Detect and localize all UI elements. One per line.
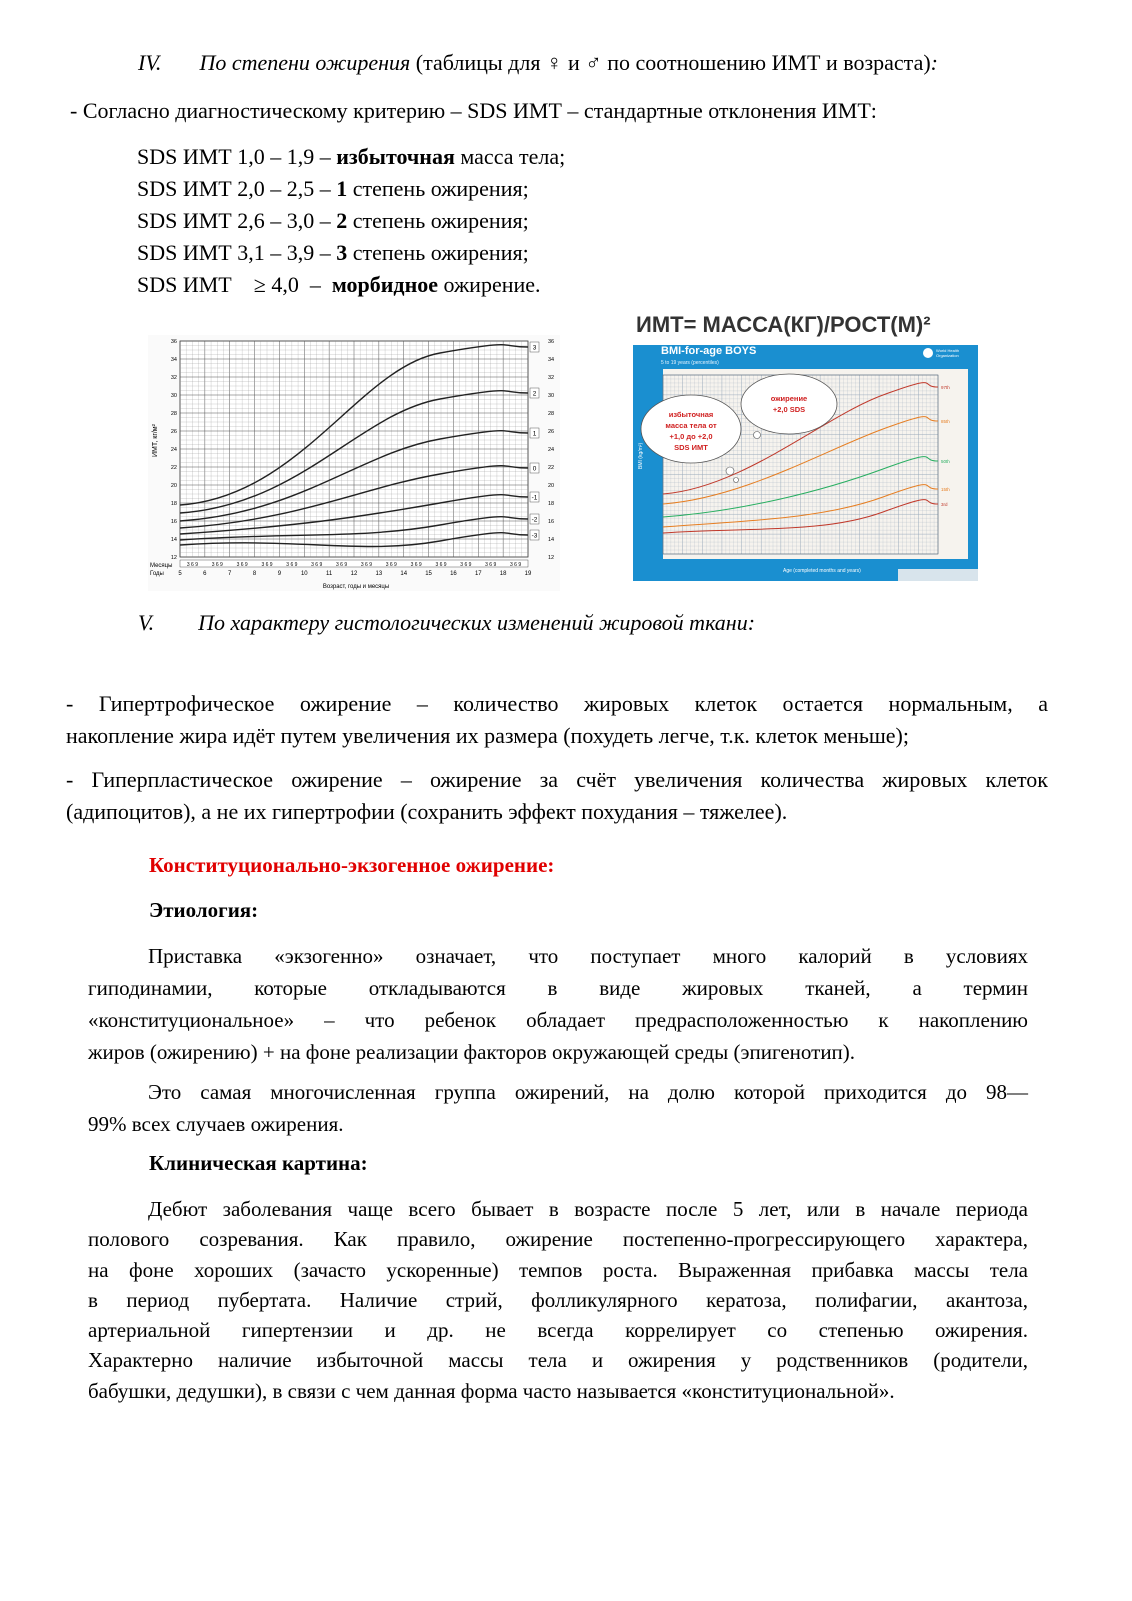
left-ytick: 32	[170, 375, 177, 381]
clinical-line: Характерно наличие избыточной массы тела и ожирения у родственников (родители,	[88, 1348, 1028, 1373]
sds-label: -3	[531, 532, 538, 540]
clinical-line: Дебют заболевания чаще всего бывает в возрасте после 5 лет, или в начале периода	[148, 1197, 1028, 1221]
section-iv-heading	[138, 50, 1098, 76]
left-month-ticks: 3 6 9	[236, 562, 248, 568]
etiology-heading: Этиология:	[149, 898, 259, 922]
left-month-ticks: 3 6 9	[485, 562, 497, 568]
left-ytick: 28	[170, 411, 177, 417]
percentile-label: 50th	[941, 459, 950, 464]
left-year-tick: 10	[300, 571, 308, 577]
who-corner-box	[898, 569, 978, 581]
clinical-line: бабушки, дедушки), в связи с чем данная форма часто называется «конституциональной».	[88, 1378, 895, 1403]
left-month-ticks: 3 6 9	[435, 562, 447, 568]
left-ytick: 22	[170, 465, 177, 471]
percentile-label: 15th	[941, 487, 950, 492]
bubble-left-line: SDS ИМТ	[674, 443, 708, 452]
group-paragraph	[88, 1076, 1028, 1140]
left-chart-months-label: Месяцы	[150, 563, 173, 569]
clinical-line: артериальной гипертензии и др. не всегда коррелирует со степенью ожирения.	[88, 1318, 1028, 1343]
left-ytick-right: 24	[548, 447, 555, 453]
who-logo-icon	[923, 348, 933, 358]
left-year-tick: 8	[252, 571, 257, 577]
sds-label: 0	[532, 465, 537, 473]
left-year-tick: 16	[450, 571, 457, 577]
group-line: 99% всех случаев ожирения.	[88, 1112, 344, 1136]
sds-label: -1	[531, 494, 538, 502]
who-chart-subtitle: 5 to 19 years (percentiles)	[661, 360, 719, 366]
sds-label: -2	[531, 516, 538, 524]
group-line: Это самая многочисленная группа ожирений, на долю которой приходится до 98—	[148, 1080, 1028, 1104]
left-year-tick: 9	[277, 571, 282, 577]
hyperplastic-paragraph	[66, 764, 1048, 828]
left-ytick: 34	[170, 357, 177, 363]
left-ytick-right: 36	[548, 339, 555, 345]
sds-growth-chart	[148, 335, 560, 591]
percentile-label: 3rd	[941, 502, 948, 507]
sds-item: SDS ИМТ 3,1 – 3,9 – 3 степень ожирения;	[137, 240, 529, 265]
left-month-ticks: 3 6 9	[261, 562, 273, 568]
who-logo-text: World Health Organization	[936, 348, 960, 358]
left-ytick: 18	[170, 501, 177, 507]
left-ytick-right: 28	[548, 411, 555, 417]
constitutional-heading: Конституционально-экзогенное ожирение:	[149, 853, 555, 877]
etiology-paragraph	[88, 940, 1028, 1068]
left-year-tick: 12	[350, 571, 358, 577]
left-chart-xlabel: Возраст, годы и месяцы	[322, 584, 390, 590]
who-bmi-chart	[633, 345, 978, 581]
left-ytick: 14	[170, 537, 177, 543]
left-month-ticks: 3 6 9	[286, 562, 298, 568]
section-v-heading	[138, 610, 1038, 636]
hypertrophic-line: - Гипертрофическое ожирение – количество жировых клеток остается нормальным, а	[66, 691, 1048, 716]
left-year-tick: 5	[178, 571, 182, 577]
left-ytick-right: 16	[548, 519, 555, 525]
left-month-ticks: 3 6 9	[186, 562, 198, 568]
who-xlabel: Age (completed months and years)	[783, 568, 861, 574]
section-iv-number: IV.	[138, 50, 162, 75]
bubble-right-line: +2,0 SDS	[772, 405, 806, 414]
who-ylabel: BMI (kg/m²)	[638, 442, 644, 469]
sds-label: 1	[532, 430, 537, 438]
left-month-ticks: 3 6 9	[336, 562, 348, 568]
left-year-tick: 7	[228, 571, 232, 577]
bubble-left-line: масса тела от	[665, 421, 717, 430]
left-year-tick: 6	[203, 571, 207, 577]
clinical-line: в период пубертата. Наличие стрий, фолликулярного кератоза, полифагии, акантоза,	[88, 1287, 1028, 1312]
left-ytick: 20	[170, 483, 177, 489]
left-year-tick: 13	[375, 571, 383, 577]
left-ytick-right: 14	[548, 537, 555, 543]
left-ytick-right: 34	[548, 357, 555, 363]
bubble-left-line: +1,0 до +2,0	[669, 432, 713, 441]
left-month-ticks: 3 6 9	[460, 562, 472, 568]
left-year-tick: 19	[524, 571, 532, 577]
percentile-label: 97th	[941, 385, 950, 390]
left-ytick-right: 18	[548, 501, 555, 507]
left-ytick-right: 30	[548, 393, 555, 399]
left-month-ticks: 3 6 9	[510, 562, 522, 568]
left-month-ticks: 3 6 9	[311, 562, 323, 568]
left-ytick-right: 32	[548, 375, 555, 381]
clinical-line: на фоне хороших (зачасто ускоренные) темпов роста. Выраженная прибавка массы тела	[88, 1257, 1028, 1282]
hyperplastic-line: - Гиперпластическое ожирение – ожирение за счёт увеличения количества жировых клеток	[66, 767, 1048, 792]
left-ytick-right: 26	[548, 429, 555, 435]
clinical-heading: Клиническая картина:	[149, 1151, 368, 1175]
who-chart-title: BMI-for-age BOYS	[661, 345, 757, 357]
hyperplastic-line: (адипоцитов), а не их гипертрофии (сохранить эффект похудания – тяжелее).	[66, 799, 788, 824]
etiology-line: «конституциональное» – что ребенок обладает предрасположенностью к накоплению	[88, 1008, 1028, 1032]
section-v-number: V.	[138, 610, 155, 635]
left-month-ticks: 3 6 9	[385, 562, 397, 568]
left-ytick: 36	[170, 339, 177, 345]
section-iv-colon: :	[930, 50, 938, 75]
bmi-formula: ИМТ= МАССА(КГ)/РОСТ(М)²	[636, 312, 931, 337]
left-ytick-right: 20	[548, 483, 555, 489]
left-ytick: 16	[170, 519, 177, 525]
sds-list	[137, 141, 565, 301]
left-ytick-right: 22	[548, 465, 555, 471]
sds-item: SDS ИМТ 2,6 – 3,0 – 2 степень ожирения;	[137, 208, 529, 233]
left-month-ticks: 3 6 9	[211, 562, 223, 568]
left-ytick: 12	[170, 555, 177, 561]
left-year-tick: 18	[499, 571, 507, 577]
sds-label: 3	[532, 344, 537, 352]
hypertrophic-paragraph	[66, 688, 1048, 752]
sds-label: 2	[532, 390, 537, 398]
left-year-tick: 15	[425, 571, 432, 577]
left-chart-years-label: Годы	[150, 571, 164, 577]
section-iv-title: По степени ожирения	[199, 50, 411, 75]
criterion-text: - Согласно диагностическому критерию – SDS ИМТ – стандартные отклонения ИМТ:	[70, 98, 877, 123]
sds-item: SDS ИМТ ≥ 4,0 – морбидное ожирение.	[137, 272, 541, 297]
clinical-paragraph	[88, 1194, 1028, 1406]
left-ytick: 24	[170, 447, 177, 453]
left-month-ticks: 3 6 9	[410, 562, 422, 568]
bubble-left-line: избыточная	[668, 410, 714, 419]
left-year-tick: 11	[326, 571, 333, 577]
left-chart-ylabel: ИМТ, кг/м²	[152, 424, 159, 457]
left-ytick: 30	[170, 393, 177, 399]
left-month-ticks: 3 6 9	[360, 562, 372, 568]
etiology-line: жиров (ожирению) + на фоне реализации факторов окружающей среды (эпигенотип).	[88, 1040, 856, 1064]
who-chart-plot	[633, 369, 978, 581]
sds-item: SDS ИМТ 1,0 – 1,9 – избыточная масса тела;	[137, 144, 566, 169]
section-iv-rest: (таблицы для ♀ и ♂ по соотношению ИМТ и возраста)	[410, 50, 931, 75]
clinical-line: полового созревания. Как правило, ожирение постепенно-прогрессирующего характера,	[88, 1227, 1028, 1252]
hypertrophic-line: накопление жира идёт путем увеличения их размера (похудеть легче, т.к. клеток меньше);	[66, 723, 909, 748]
left-ytick-right: 12	[548, 555, 555, 561]
section-v-title: По характеру гистологических изменений жировой ткани:	[198, 610, 756, 635]
left-ytick: 26	[170, 429, 177, 435]
left-year-tick: 17	[474, 571, 482, 577]
sds-item: SDS ИМТ 2,0 – 2,5 – 1 степень ожирения;	[137, 176, 529, 201]
etiology-line: Приставка «экзогенно» означает, что поступает много калорий в условиях	[148, 944, 1028, 968]
bubble-right-line: ожирение	[770, 394, 808, 403]
left-year-tick: 14	[400, 571, 408, 577]
percentile-label: 85th	[941, 419, 950, 424]
obesity-bubble	[741, 374, 837, 434]
etiology-line: гиподинамии, которые откладываются в виде жировых тканей, а термин	[88, 976, 1028, 1000]
